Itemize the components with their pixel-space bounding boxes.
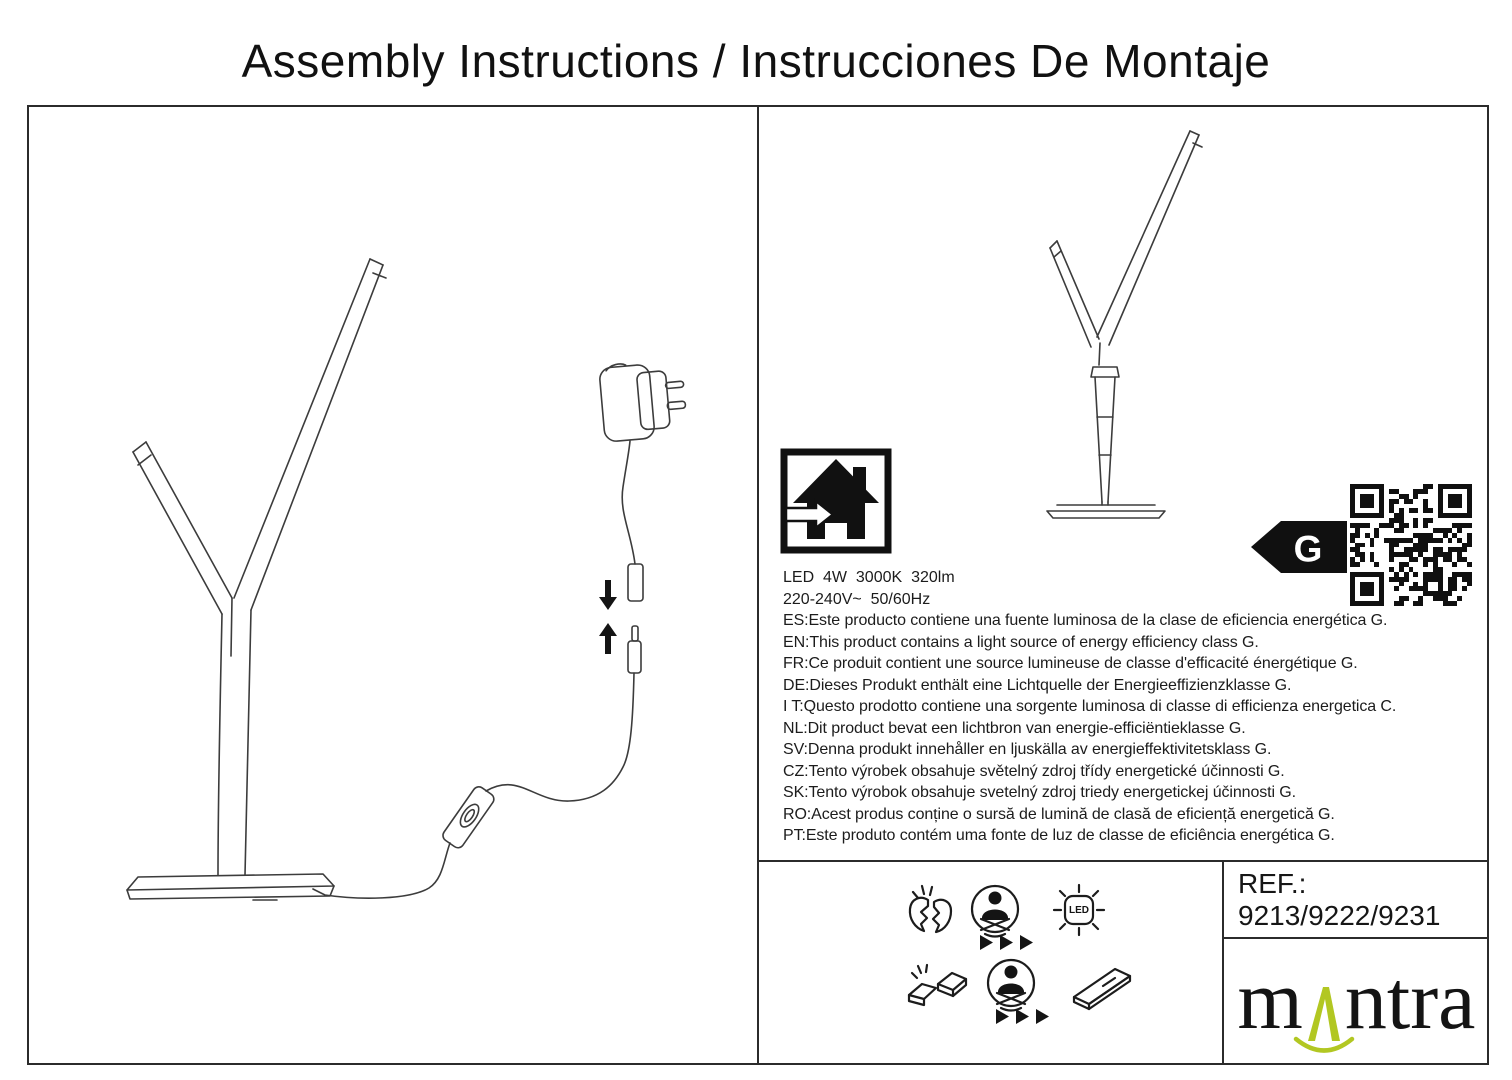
statement-sk: SK:Tento výrobok obsahuje svetelný zdroj triedy energetickej účinnosti G. xyxy=(783,784,1296,801)
service-person-icon xyxy=(969,882,1021,938)
brand-suffix: ntra xyxy=(1344,954,1476,1047)
assembled-lamp-drawing-icon xyxy=(1027,115,1217,525)
statement-sv: SV:Denna produkt innehåller en ljuskälla av energieffektivitetsklass G. xyxy=(783,741,1272,758)
reference-cell xyxy=(1222,862,1489,1063)
driver-ok-icon xyxy=(1067,956,1137,1012)
broken-driver-icon xyxy=(905,956,971,1012)
triple-arrow-icon xyxy=(979,934,1037,951)
brand-logo xyxy=(1237,954,1476,1047)
assembly-diagram-panel xyxy=(29,107,757,1063)
bottom-section xyxy=(759,860,1489,1063)
spec-text-block xyxy=(783,567,1483,847)
voltage-spec-line: 220-240V~ 50/60Hz xyxy=(783,590,931,608)
statement-it: I T:Questo prodotto contiene una sorgente luminosa di classe di efficienza energetica C. xyxy=(783,698,1397,715)
statement-es: ES:Este producto contiene una fuente luminosa de la clase de eficiencia energética G. xyxy=(783,612,1388,629)
statement-en: EN:This product contains a light source of energy efficiency class G. xyxy=(783,633,1259,651)
technician-replace-stack xyxy=(969,882,1037,951)
statement-fr: FR:Ce produit contient une source lumineuse de classe d'efficacité énergétique G. xyxy=(783,655,1358,672)
led-spec-line: LED 4W 3000K 320lm xyxy=(783,569,955,586)
content-frame xyxy=(27,105,1489,1065)
ref-value: 9213/9222/9231 xyxy=(1238,900,1441,931)
led-ok-icon xyxy=(1051,882,1107,938)
service-icons-cell xyxy=(759,862,1222,1063)
ref-label: REF.: xyxy=(1238,868,1307,899)
statement-de: DE:Dieses Produkt enthält eine Lichtquelle der Energieeffizienzklasse G. xyxy=(783,676,1292,694)
reference-box xyxy=(1224,862,1489,939)
driver-replacement-row xyxy=(905,956,1137,1025)
brand-caret-icon xyxy=(1306,983,1342,1043)
broken-led-icon xyxy=(905,882,955,938)
statement-pt: PT:Este produto contém uma fonte de luz de classe de eficiência energética G. xyxy=(783,827,1335,844)
brand-prefix: m xyxy=(1237,954,1303,1047)
lamp-assembly-drawing-icon xyxy=(29,107,757,1059)
statement-nl: NL:Dit product bevat een lichtbron van energie-efficiëntieklasse G. xyxy=(783,719,1246,737)
brand-box xyxy=(1224,939,1489,1063)
triple-arrow-icon xyxy=(995,1008,1053,1025)
statement-cz: CZ:Tento výrobek obsahuje světelný zdroj třídy energetické účinnosti G. xyxy=(783,762,1285,780)
led-replacement-row xyxy=(905,882,1107,951)
service-person-icon xyxy=(985,956,1037,1012)
indoor-use-icon xyxy=(779,447,893,555)
energy-class-arrow-icon xyxy=(1251,521,1347,573)
statement-ro: RO:Acest produs conține o sursă de lumină de clasă de eficiență energetică G. xyxy=(783,805,1335,823)
technician-replace-stack xyxy=(985,956,1053,1025)
energy-class-letter: G xyxy=(1293,528,1323,570)
info-panel xyxy=(757,107,1489,1063)
led-ok-label: LED xyxy=(1069,905,1089,916)
page-title: Assembly Instructions / Instrucciones De Montaje xyxy=(241,35,1271,87)
